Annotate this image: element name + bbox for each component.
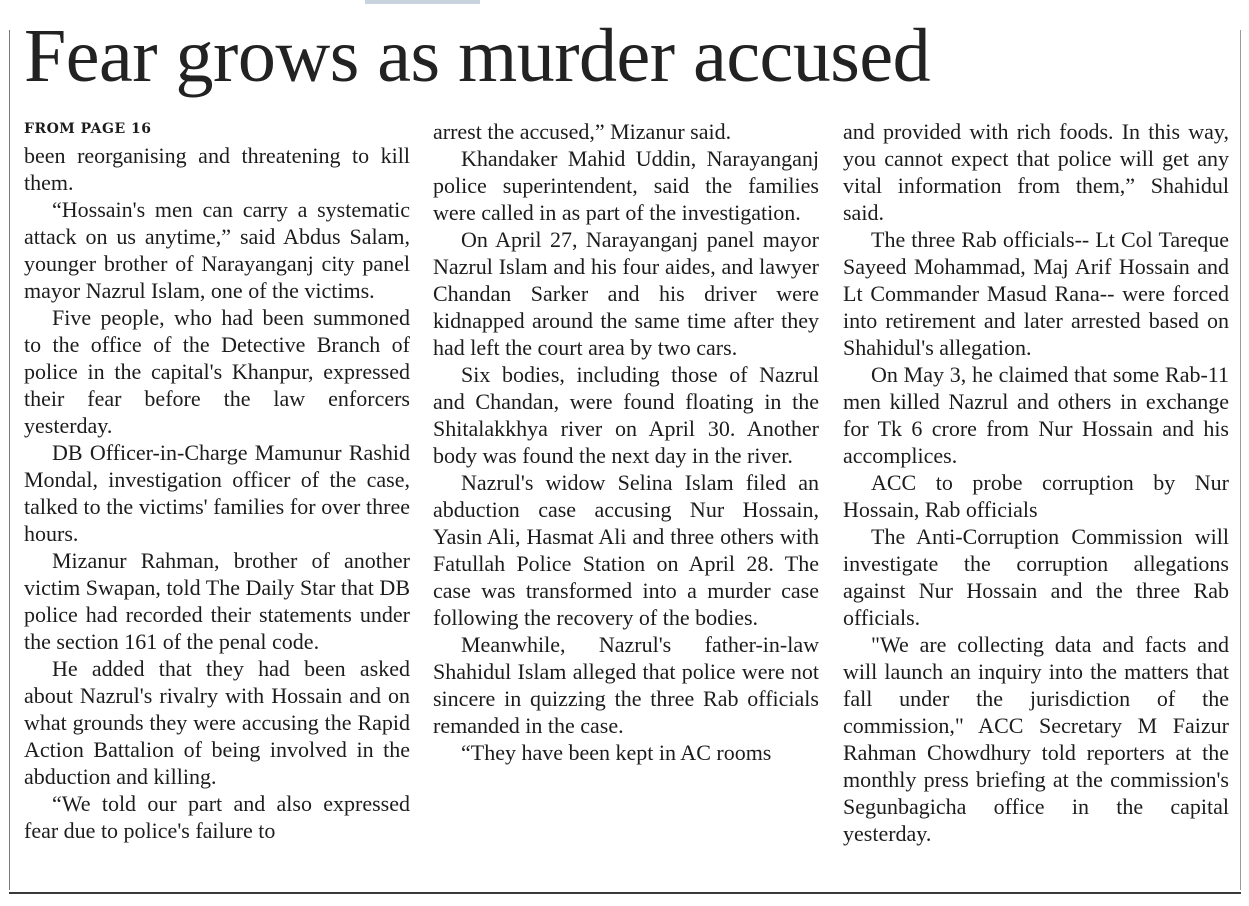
paragraph: been reorganising and threatening to kill them. [24, 143, 410, 195]
right-column-rule [1240, 30, 1241, 890]
continuation-kicker: FROM PAGE 16 [24, 121, 152, 137]
paragraph: “Hossain's men can carry a systematic attack on us anytime,” said Abdus Salam, younger brother of Narayanganj city panel mayor Nazrul Islam, one of the victims. [24, 197, 410, 303]
headline: Fear grows as murder accused [24, 14, 931, 98]
paragraph: Five people, who had been summoned to the office of the Detective Branch of police in the capital's Khanpur, expressed their fear before the law enforcers yesterday. [24, 305, 410, 438]
subheading: ACC to probe corruption by Nur Hossain, Rab officials [843, 470, 1229, 522]
paragraph: and provided with rich foods. In this way, you cannot expect that police will get any vital information from them,” Shahidul said. [843, 119, 1229, 225]
paragraph: Six bodies, including those of Nazrul and Chandan, were found floating in the Shitalakkhya river on April 30. Another body was found the next day in the river. [433, 362, 819, 468]
paragraph: Khandaker Mahid Uddin, Narayanganj police superintendent, said the families were called in as part of the investigation. [433, 146, 819, 225]
paragraph: On April 27, Narayanganj panel mayor Nazrul Islam and his four aides, and lawyer Chandan Sarker and his driver were kidnapped around the same time after they had left the court area by two cars. [433, 227, 819, 360]
paragraph: "We are collecting data and facts and will launch an inquiry into the matters that fall under the jurisdiction of the commission," ACC Secretary M Faizur Rahman Chowdhury told reporters at the monthly press briefing at the commission's Segunbagicha office in the capital yesterday. [843, 632, 1229, 846]
article-column-3 [843, 118, 1229, 847]
left-column-rule [9, 30, 10, 890]
paragraph: Meanwhile, Nazrul's father-in-law Shahidul Islam alleged that police were not sincere in quizzing the three Rab officials remanded in the case. [433, 632, 819, 738]
paragraph: The Anti-Corruption Commission will investigate the corruption allegations against Nur Hossain and the three Rab officials. [843, 524, 1229, 630]
bottom-rule [9, 892, 1241, 894]
paragraph: On May 3, he claimed that some Rab-11 men killed Nazrul and others in exchange for Tk 6 crore from Nur Hossain and his accomplices. [843, 362, 1229, 468]
paragraph: “They have been kept in AC rooms [461, 740, 772, 765]
paragraph: Mizanur Rahman, brother of another victim Swapan, told The Daily Star that DB police had recorded their statements under the section 161 of the penal code. [24, 548, 410, 654]
paragraph: arrest the accused,” Mizanur said. [433, 119, 732, 144]
paragraph: He added that they had been asked about Nazrul's rivalry with Hossain and on what grounds they were accusing the Rapid Action Battalion of being involved in the abduction and killing. [24, 656, 410, 789]
top-edge-mark [365, 0, 480, 4]
article-column-2 [433, 118, 819, 766]
paragraph: Nazrul's widow Selina Islam filed an abduction case accusing Nur Hossain, Yasin Ali, Hasmat Ali and three others with Fatullah Police Station on April 28. The case was transformed into a murder case following the recovery of the bodies. [433, 470, 819, 630]
paragraph: DB Officer-in-Charge Mamunur Rashid Mondal, investigation officer of the case, talked to the victims' families for over three hours. [24, 440, 410, 546]
paragraph: “We told our part and also expressed fear due to police's failure to [24, 791, 410, 843]
article-column-1 [24, 120, 410, 844]
paragraph: The three Rab officials-- Lt Col Tareque Sayeed Mohammad, Maj Arif Hossain and Lt Commander Masud Rana-- were forced into retirement and later arrested based on Shahidul's allegation. [843, 227, 1229, 360]
